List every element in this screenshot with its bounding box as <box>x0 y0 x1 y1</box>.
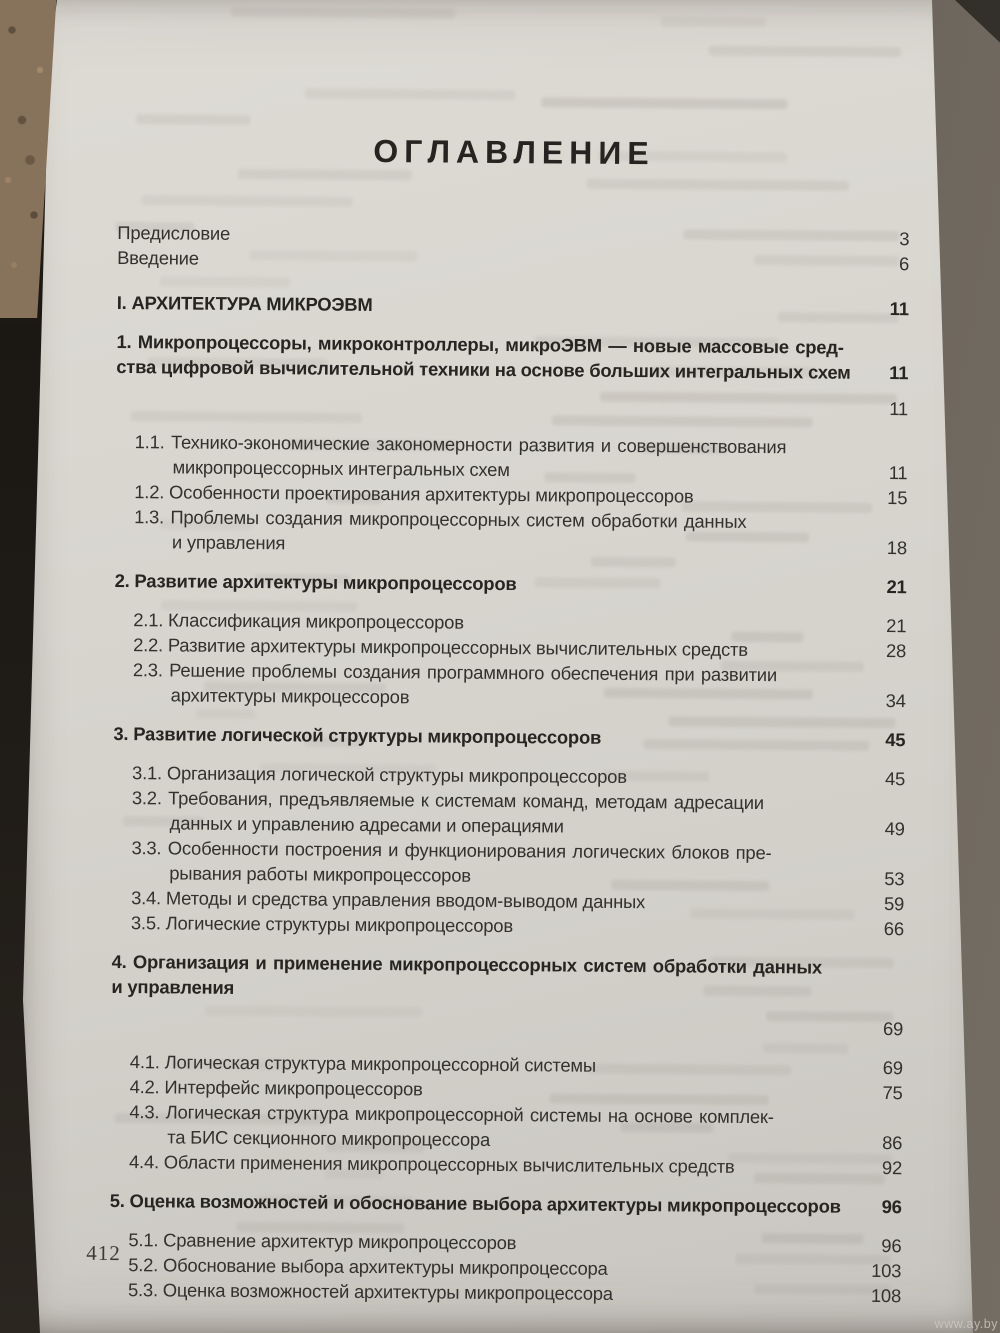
toc-entry-page: 3 <box>899 228 910 250</box>
toc-entry-text <box>110 1149 860 1180</box>
toc-entry-text <box>110 1099 860 1155</box>
toc-entry-text <box>112 910 862 941</box>
toc-entry-page: 34 <box>885 690 906 712</box>
toc-entry-line: I. АРХИТЕКТУРА МИКРОЭВМ <box>116 291 373 315</box>
toc-entry-line: Предисловие <box>117 221 231 244</box>
toc-entry-page: 11 <box>889 298 909 320</box>
watermark: www.ay.by <box>934 1317 998 1331</box>
toc-entry-item <box>113 785 905 841</box>
toc-entry-line: и управления <box>111 975 235 998</box>
toc-entry-text <box>114 657 864 713</box>
toc-entry-line: и управления <box>171 531 286 554</box>
toc-entry-line: 2.2. Развитие архитектуры микропроцессорных вычислительных средств <box>133 634 748 660</box>
toc-entry-line: архитектуры микроцессоров <box>170 684 410 708</box>
toc-entry-line: 3.3. Особенности построения и функционирования логических блоков пре- <box>131 837 772 864</box>
toc-entry-line: 2.3. Решение проблемы создания программного обеспечения при развитии <box>132 659 778 686</box>
toc-entry-section-4 <box>111 949 903 1005</box>
toc-entry-line: 1.1. Технико-экономические закономерности развития и совершенствования <box>134 431 787 458</box>
toc-entry-line: 3.4. Методы и средства управления вводом-выводом данных <box>131 887 646 913</box>
toc-entry-item <box>114 657 906 713</box>
toc-entry-page: 21 <box>886 615 907 637</box>
toc-entry-text <box>110 1188 860 1219</box>
toc-entry-page: 28 <box>885 640 907 662</box>
toc-entry-line: 3.5. Логические структуры микропроцессоров <box>130 912 514 937</box>
toc-entry-page: 53 <box>884 868 905 890</box>
toc-entry-line: 3.2. Требования, предъявляемые к системам команд, методам адресации <box>131 787 765 814</box>
toc-section-items <box>115 429 908 560</box>
toc-entry-item <box>112 910 904 941</box>
toc-entry-section-3 <box>113 721 905 752</box>
toc-entry-page: 11 <box>889 362 909 384</box>
toc-entry-text <box>113 721 863 752</box>
toc-section-items <box>110 1049 903 1180</box>
toc-entry-line: 5.3. Оценка возможностей архитектуры микропроцессора <box>127 1279 613 1304</box>
toc-entry-page: 69 <box>882 1018 904 1040</box>
toc-entry-section-1 <box>116 329 908 385</box>
toc-entry-page: 92 <box>881 1157 903 1179</box>
toc-entry-item <box>115 429 907 485</box>
toc-entry-page: 96 <box>881 1235 902 1257</box>
toc-entry-page: 6 <box>899 253 910 275</box>
toc-section-items <box>112 760 905 941</box>
toc-entry-text <box>117 245 867 276</box>
toc-entry-front <box>117 245 909 276</box>
toc-entry-page: 18 <box>886 537 907 559</box>
toc-entry-page: 11 <box>889 398 909 420</box>
toc-entry-text <box>111 949 861 1005</box>
toc-entry-line: 2.1. Классификация микропроцессоров <box>133 609 464 633</box>
toc-entry-line: 4.4. Области применения микропроцессорных вычислительных средств <box>128 1151 735 1177</box>
toc-entry-text <box>115 568 865 599</box>
page-number: 412 <box>86 1240 121 1266</box>
toc-entry-page: 75 <box>882 1082 903 1104</box>
toc-entry-text <box>112 835 862 891</box>
toc-entry-line: 2. Развитие архитектуры микропроцессоров <box>114 569 517 595</box>
toc-entry-page: 103 <box>871 1259 902 1282</box>
toc-entry-page: 21 <box>886 576 907 598</box>
toc-entry-text <box>111 1035 861 1041</box>
toc-entry-text <box>115 504 865 560</box>
toc-entry-item <box>110 1099 902 1155</box>
toc-entry-part <box>117 290 909 321</box>
toc-entry-text <box>117 290 867 321</box>
toc-entry-line: ства цифровой вычислительной техники на основе больших интегральных схем <box>116 355 851 383</box>
toc-entry-page: 86 <box>882 1132 903 1154</box>
toc-entry-line: 4. Организация и применение микропроцессорных систем обработки данных <box>111 950 823 978</box>
toc-entry-page: 49 <box>884 818 905 840</box>
toc-entry-text <box>116 329 866 385</box>
toc-entry-line: та БИС секционного микропроцессора <box>167 1126 491 1150</box>
toc-entry-page: 66 <box>883 918 904 940</box>
toc-entry-item <box>112 835 904 891</box>
toc-entry-line: Введение <box>117 246 199 269</box>
toc-entry-line: рывания работы микропроцессоров <box>169 862 471 886</box>
toc-rows <box>109 220 909 1308</box>
toc-entry-line: 3.1. Организация логической структуры микропроцессоров <box>132 762 627 787</box>
toc-entry-line: 1.2. Особенности проектирования архитектуры микропроцессоров <box>134 481 694 507</box>
toc-entry-section-4-page <box>111 1010 903 1041</box>
toc-entry-text <box>113 785 863 841</box>
toc-entry-page: 15 <box>887 487 908 509</box>
toc-entry-line: 1.3. Проблемы создания микропроцессорных систем обработки данных <box>134 506 747 532</box>
toc-entry-item <box>115 504 907 560</box>
toc-entry-line: 5.2. Обоснование выбора архитектуры микропроцессора <box>128 1254 608 1279</box>
toc-entry-line: 3. Развитие логической структуры микропроцессоров <box>113 722 602 748</box>
toc-entry-text <box>116 415 866 421</box>
toc-entry-page: 11 <box>888 462 908 484</box>
toc-section-items <box>114 607 907 713</box>
toc-entry-page: 59 <box>883 893 905 915</box>
toc-entry-page: 69 <box>882 1057 903 1079</box>
toc-entry-page: 96 <box>881 1196 902 1218</box>
toc-entry-page: 45 <box>884 768 906 790</box>
toc-entry-section-5 <box>110 1188 902 1219</box>
toc-entry-line: данных и управлению адресами и операциями <box>169 812 564 837</box>
toc-section-items <box>109 1227 902 1308</box>
toc-entry-section-1-page <box>116 390 908 421</box>
toc-entry-section-2 <box>115 568 907 599</box>
toc-entry-line: 5.1. Сравнение архитектур микропроцессоров <box>128 1229 517 1254</box>
toc-entry-line: микропроцессорных интегральных схем <box>172 456 510 481</box>
toc-entry-line: 5. Оценка возможностей и обоснование выбора архитектуры микропроцессоров <box>109 1189 841 1217</box>
page-title: ОГЛАВЛЕНИЕ <box>373 132 655 172</box>
toc-entry-line: 4.1. Логическая структура микропроцессорной системы <box>129 1051 596 1076</box>
toc-entry-line: 1. Микропроцессоры, микроконтроллеры, микроЭВМ — новые массовые сред- <box>116 330 844 358</box>
toc-entry-page: 45 <box>885 729 906 751</box>
toc-entry-line: 4.2. Интерфейс микропроцессоров <box>129 1076 423 1100</box>
toc-entry-line: 4.3. Логическая структура микропроцессорной системы на основе комплек- <box>129 1101 774 1128</box>
toc-entry-item <box>110 1149 902 1180</box>
toc-entry-text <box>115 429 865 485</box>
toc-entry-page: 108 <box>870 1284 902 1307</box>
